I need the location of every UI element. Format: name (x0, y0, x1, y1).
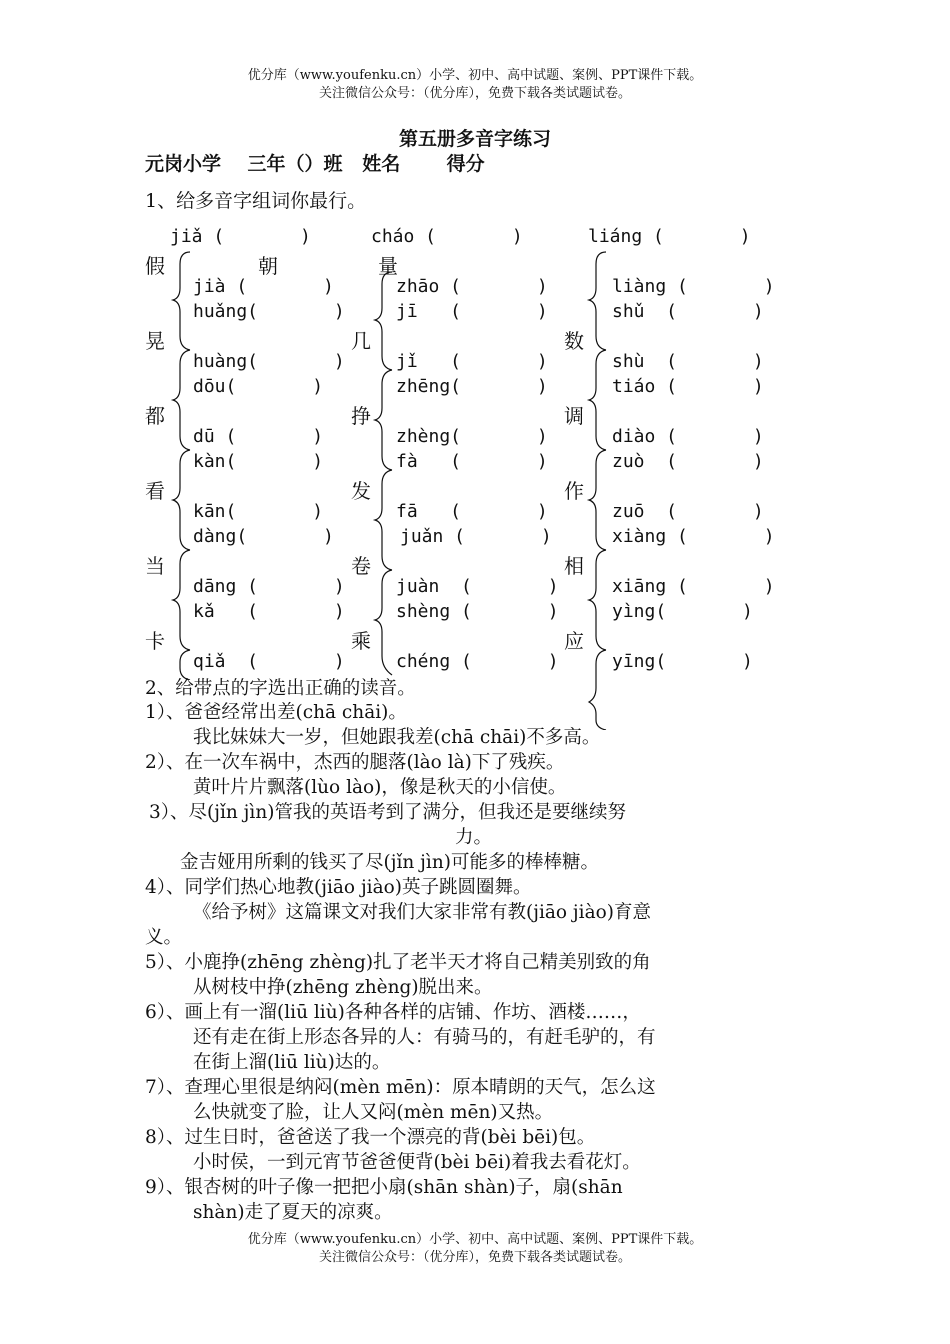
pinyin-ying4: yìng( ) (612, 601, 753, 622)
pinyin-xiang4: xiàng ( ) (612, 526, 775, 547)
char-huang: 晃 (145, 329, 165, 353)
char-liang: 量 (378, 254, 398, 278)
question-5b: 从树枝中挣(zhēng zhèng)脱出来。 (193, 977, 493, 998)
question-3a: 3）、尽(jǐn jìn)管我的英语考到了满分，但我还是要继续努 (149, 802, 626, 823)
question-1a: 1）、爸爸经常出差(chā chāi)。 (145, 702, 407, 723)
section-2-heading: 2、给带点的字选出正确的读音。 (145, 678, 416, 699)
pinyin-dang1: dāng ( ) (193, 576, 345, 597)
question-3b: 金吉娅用所剩的钱买了尽(jǐn jìn)可能多的棒棒糖。 (180, 852, 599, 873)
char-tiao: 调 (564, 404, 584, 428)
question-6b: 还有走在街上形态各异的人：有骑马的，有赶毛驴的，有 (193, 1027, 656, 1048)
pinyin-fa1: fā ( ) (396, 501, 548, 522)
question-7b: 么快就变了脸，让人又闷(mèn mēn)又热。 (193, 1102, 554, 1123)
question-7a: 7）、查理心里很是纳闷(mèn mēn)：原本晴朗的天气，怎么这 (145, 1077, 656, 1098)
question-9b: shàn)走了夏天的凉爽。 (193, 1202, 393, 1223)
pinyin-liang4: liàng ( ) (612, 276, 775, 297)
char-jia: 假 (145, 254, 165, 278)
question-3a-cont: 力。 (455, 827, 493, 848)
pinyin-liang2: liáng ( ) (588, 226, 751, 247)
pinyin-du1: dū ( ) (193, 426, 324, 447)
pinyin-jia4: jià ( ) (193, 276, 334, 297)
question-9a: 9）、银杏树的叶子像一把把小扇(shān shàn)子，扇(shān (145, 1177, 623, 1198)
pinyin-juan4: juàn ( ) (396, 576, 559, 597)
pinyin-tiao2: tiáo ( ) (612, 376, 764, 397)
header-line-1: 优分库（www.youfenku.cn）小学、初中、高中试题、案例、PPT课件下载。 (247, 68, 703, 83)
char-dang: 当 (145, 554, 165, 578)
pinyin-kan1: kān( ) (193, 501, 324, 522)
pinyin-zuo4: zuò ( ) (612, 451, 764, 472)
pinyin-kan4: kàn( ) (193, 451, 324, 472)
pinyin-ka3: kǎ ( ) (193, 601, 345, 622)
question-4a: 4）、同学们热心地教(jiāo jiào)英子跳圆圈舞。 (145, 877, 532, 898)
footer-line-1: 优分库（www.youfenku.cn）小学、初中、高中试题、案例、PPT课件下载。 (247, 1232, 703, 1247)
question-4b-cont: 义。 (145, 927, 183, 948)
pinyin-shu3: shǔ ( ) (612, 301, 764, 322)
question-2a: 2）、在一次车祸中，杰西的腿落(lào là)下了残疾。 (145, 752, 565, 773)
brace-column-2 (372, 270, 394, 680)
pinyin-zheng4: zhèng( ) (396, 426, 548, 447)
pinyin-ji3: jǐ ( ) (396, 351, 548, 372)
student-info-line: 元岗小学 三年（）班 姓名 得分 (145, 153, 485, 175)
brace-column-1 (170, 250, 192, 680)
question-6a: 6）、画上有一溜(liū liù)各种各样的店铺、作坊、酒楼……， (145, 1002, 641, 1023)
question-1b: 我比妹妹大一岁，但她跟我差(chā chāi)不多高。 (193, 727, 601, 748)
pinyin-huang4: huàng( ) (193, 351, 345, 372)
pinyin-xiang1: xiāng ( ) (612, 576, 775, 597)
char-xiang: 相 (564, 554, 584, 578)
char-cheng: 乘 (351, 629, 371, 653)
pinyin-chao2: cháo ( ) (371, 226, 523, 247)
pinyin-juan3: juǎn ( ) (400, 526, 552, 547)
page-title: 第五册多音字练习 (398, 128, 551, 150)
pinyin-jia3: jiǎ ( ) (170, 226, 311, 247)
pinyin-zheng1: zhēng( ) (396, 376, 548, 397)
question-8b: 小时侯，一到元宵节爸爸便背(bèi bēi)着我去看花灯。 (193, 1152, 641, 1173)
pinyin-dang4: dàng( ) (193, 526, 334, 547)
pinyin-qia3: qiǎ ( ) (193, 651, 345, 672)
pinyin-shu4: shù ( ) (612, 351, 764, 372)
char-juan: 卷 (351, 554, 371, 578)
question-6c: 在街上溜(liū liù)达的。 (193, 1052, 391, 1073)
question-5a: 5）、小鹿挣(zhēng zhèng)扎了老半天才将自己精美别致的角 (145, 952, 651, 973)
char-ying: 应 (564, 629, 584, 653)
header-line-2: 关注微信公众号：（优分库），免费下载各类试题试卷。 (318, 86, 631, 101)
pinyin-sheng4: shèng ( ) (396, 601, 559, 622)
char-zheng: 挣 (351, 404, 371, 428)
pinyin-diao4: diào ( ) (612, 426, 764, 447)
char-kan: 看 (145, 479, 165, 503)
pinyin-fa4: fà ( ) (396, 451, 548, 472)
char-ka: 卡 (145, 629, 165, 653)
question-4b: 《给予树》这篇课文对我们大家非常有教(jiāo jiào)育意 (193, 902, 651, 923)
char-zuo: 作 (564, 479, 584, 503)
char-ji: 几 (351, 329, 371, 353)
footer-line-2: 关注微信公众号：（优分库），免费下载各类试题试卷。 (318, 1250, 631, 1265)
char-chao: 朝 (258, 254, 278, 278)
pinyin-huang3: huǎng( ) (193, 301, 345, 322)
pinyin-dou1: dōu( ) (193, 376, 324, 397)
question-2b: 黄叶片片飘落(lùo lào)，像是秋天的小信使。 (193, 777, 567, 798)
pinyin-ji1: jī ( ) (396, 301, 548, 322)
pinyin-ying1: yīng( ) (612, 651, 753, 672)
brace-column-3 (586, 250, 608, 730)
question-8a: 8）、过生日时，爸爸送了我一个漂亮的背(bèi bēi)包。 (145, 1127, 596, 1148)
char-dou: 都 (145, 404, 165, 428)
pinyin-zhao1: zhāo ( ) (396, 276, 548, 297)
char-shu: 数 (564, 329, 584, 353)
section-1-heading: 1、给多音字组词你最行。 (145, 190, 367, 212)
pinyin-cheng2: chéng ( ) (396, 651, 559, 672)
char-fa: 发 (351, 479, 371, 503)
pinyin-zuo1: zuō ( ) (612, 501, 764, 522)
